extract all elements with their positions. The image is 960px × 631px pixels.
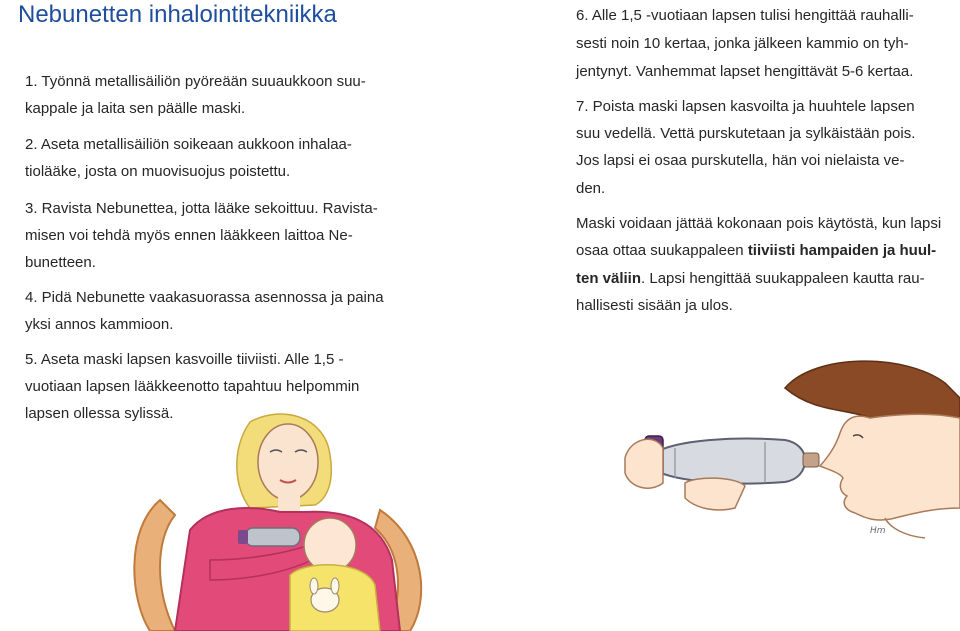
child-mouthpiece-illustration: [615, 358, 960, 543]
note-line-3-text: . Lapsi hengittää suukappaleen kautta rau-: [641, 270, 925, 287]
note-line-1: Maski voidaan jättää kokonaan pois käytöstä, kun lapsi: [576, 215, 942, 232]
step-7-line-2: suu vedellä. Vettä purskutetaan ja sylkäistään pois.: [576, 125, 916, 142]
page-title: Nebunetten inhalointitekniikka: [18, 1, 337, 28]
step-2-line-1: 2. Aseta metallisäiliön soikeaan aukkoon inhalaa-: [25, 136, 352, 153]
step-5-line-2: vuotiaan lapsen lääkkeenotto tapahtuu helpommin: [25, 378, 360, 395]
note-line-4: hallisesti sisään ja ulos.: [576, 297, 733, 314]
step-3-line-3: bunetteen.: [25, 254, 96, 271]
step-3-line-2: misen voi tehdä myös ennen lääkkeen laittoa Ne-: [25, 227, 353, 244]
step-3-line-1: 3. Ravista Nebunettea, jotta lääke sekoittuu. Ravista-: [25, 200, 378, 217]
mother-child-inhaler-illustration: [130, 410, 430, 631]
step-5-line-1: 5. Aseta maski lapsen kasvoille tiiviisti. Alle 1,5 -: [25, 351, 344, 368]
step-7-line-4: den.: [576, 180, 606, 197]
step-2-line-2: tiolääke, josta on muovisuojus poistettu.: [25, 163, 291, 180]
note-line-3-bold: ten väliin: [576, 270, 642, 287]
step-6-line-2: sesti noin 10 kertaa, jonka jälkeen kammio on tyh-: [576, 35, 909, 52]
step-7-line-1: 7. Poista maski lapsen kasvoilta ja huuhtele lapsen: [576, 98, 915, 115]
step-1-line-1: 1. Työnnä metallisäiliön pyöreään suuaukkoon suu-: [25, 73, 366, 90]
step-4-line-2: yksi annos kammioon.: [25, 316, 174, 333]
step-5-line-3: lapsen ollessa sylissä.: [25, 405, 174, 422]
note-line-3: [576, 270, 925, 287]
illustration-signature: Hm: [870, 526, 886, 536]
step-1-line-2: kappale ja laita sen päälle maski.: [25, 100, 246, 117]
note-line-2-bold: tiiviisti hampaiden ja huul-: [747, 242, 937, 259]
step-7-line-3: Jos lapsi ei osaa purskutella, hän voi nielaista ve-: [576, 152, 905, 169]
note-line-2-text: osaa ottaa suukappaleen: [576, 242, 748, 259]
step-6-line-1: 6. Alle 1,5 -vuotiaan lapsen tulisi hengittää rauhalli-: [576, 7, 914, 24]
note-line-2: [576, 242, 936, 259]
step-6-line-3: jentynyt. Vanhemmat lapset hengittävät 5-6 kertaa.: [576, 63, 914, 80]
step-4-line-1: 4. Pidä Nebunette vaakasuorassa asennossa ja paina: [25, 289, 384, 306]
